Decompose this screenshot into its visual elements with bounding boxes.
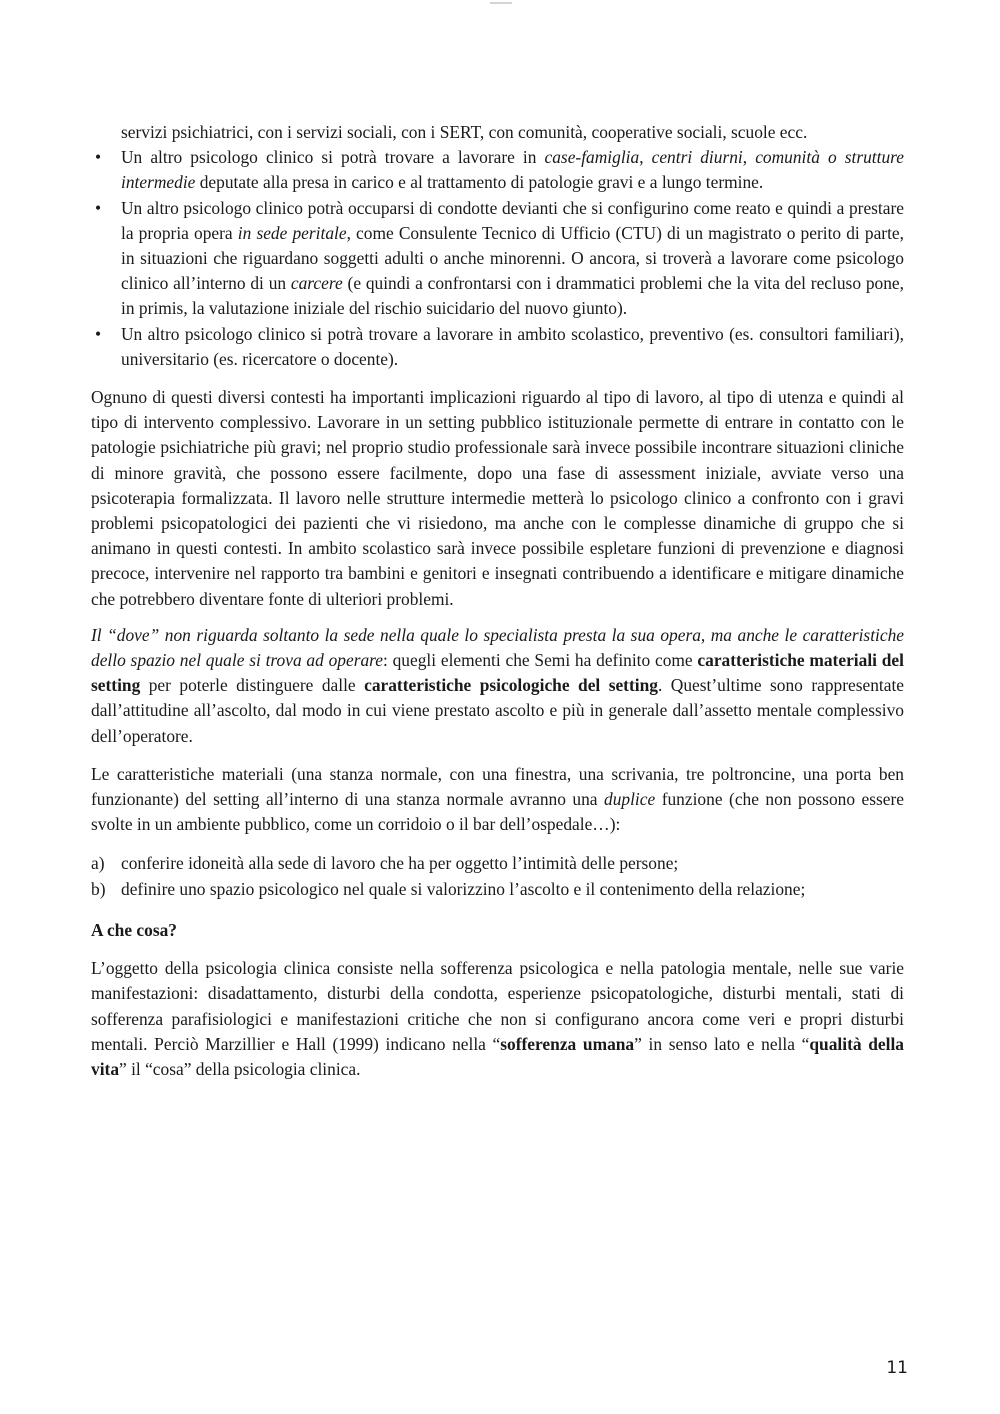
bullet-icon: •	[94, 197, 102, 218]
text-segment: per poterle distinguere dalle	[140, 675, 365, 696]
text-segment: carcere	[290, 273, 343, 294]
section-heading: A che cosa?	[91, 919, 177, 940]
alpha-item	[91, 851, 904, 876]
text-segment: Il “dove” non riguarda soltanto la sede nella quale lo specialista presta la sua opera, ma anche le caratteristiche dello spazio nel quale si trova ad operare	[91, 624, 904, 671]
continued-list-item: servizi psichiatrici, con i servizi sociali, con i SERT, con comunità, cooperative sociali, scuole ecc.	[121, 122, 808, 142]
text-segment: in sede peritale	[237, 222, 347, 243]
bullet-list	[91, 145, 904, 372]
bullet-text	[121, 198, 904, 319]
text-segment: ” il “cosa” della psicologia clinica.	[119, 1058, 361, 1079]
text-segment: funzione (che non possono essere svolte in un ambiente pubblico, come un corridoio o il bar dell’ospedale…):	[91, 789, 904, 835]
bullet-item	[91, 322, 904, 372]
paragraph-dove	[91, 623, 904, 749]
document-page	[91, 120, 904, 1082]
bullet-text	[121, 324, 904, 369]
alpha-item	[91, 877, 904, 902]
text-segment: comunità o strutture intermedie	[121, 147, 904, 193]
text-segment: ,	[639, 147, 652, 168]
paragraph-object	[91, 956, 904, 1082]
text-segment: L’oggetto della psicologia clinica consiste nella sofferenza psicologica e nella patologia mentale, nelle sue varie manifestazioni: disadattamento, disturbi della condotta, esperienze psicopatologiche, disturbi mentali, stati di sofferenza parafisiologici e manifestazioni critiche che non si configurano ancora come veri e propri disturbi mentali. Perciò Marzillier e Hall (1999) indicano nella “	[91, 958, 904, 1054]
text-segment: centri diurni	[651, 147, 743, 168]
text-segment: caratteristiche materiali del setting	[91, 650, 904, 696]
text-segment: qualità della vita	[91, 1033, 904, 1079]
text-segment: : quegli elementi che Semi ha definito come	[383, 650, 698, 671]
bullet-item	[91, 145, 904, 195]
text-segment: sofferenza umana	[500, 1033, 635, 1054]
text-segment: ,	[742, 147, 756, 168]
paragraph-contexts: Ognuno di questi diversi contesti ha importanti implicazioni riguardo al tipo di lavoro, al tipo di utenza e quindi al tipo di intervento complessivo. Lavorare in un setting pubblico istituzionale permette di entrare in contatto con le patologie psichiatriche più gravi; nel proprio studio professionale sarà invece possibile incontrare situazioni cliniche di minore gravità, che possono essere facilmente, dopo una fase di assessment iniziale, avviate verso una psicoterapia formalizzata. Il lavoro nelle strutture intermedie metterà lo psicologo clinico a confronto con i gravi problemi psicopatologici dei pazienti che vi risiedono, ma anche con le complesse dinamiche di gruppo che si animano in questi contesti. In ambito scolastico sarà invece possibile espletare funzioni di prevenzione e diagnosi precoce, intervenire nel rapporto tra bambini e genitori e insegnati contribuendo a identificare e mitigare dinamiche che potrebbero diventare fonte di ulteriori problemi.	[91, 387, 904, 609]
text-segment: deputate alla presa in carico e al trattamento di patologie gravi e a lungo termine.	[195, 172, 764, 193]
text-segment: caratteristiche psicologiche del setting	[364, 675, 658, 696]
bullet-item	[91, 196, 904, 322]
bullet-icon: •	[94, 323, 102, 344]
text-segment: . Quest’ultime sono rappresentate dall’attitudine all’ascolto, dal modo in cui viene prestato ascolto e più in generale dall’assetto mentale complessivo dell’operatore.	[91, 675, 905, 746]
alpha-marker: b)	[91, 878, 106, 899]
alpha-text: conferire idoneità alla sede di lavoro che ha per oggetto l’intimità delle persone;	[121, 853, 679, 874]
page-number: 11	[886, 1358, 908, 1378]
text-segment: Un altro psicologo clinico potrà occuparsi di condotte devianti che si configurino come reato e quindi a prestare la propria opera	[121, 197, 904, 243]
header-mark	[490, 2, 512, 4]
text-segment: Un altro psicologo clinico si potrà trovare a lavorare in ambito scolastico, preventivo (es. consultori familiari), universitario (es. ricercatore o docente).	[121, 323, 904, 369]
alpha-list	[91, 851, 904, 901]
bullet-icon: •	[94, 147, 102, 168]
text-segment: (e quindi a confrontarsi con i drammatici problemi che la vita del recluso pone, in primis, la valutazione iniziale del rischio suicidario del nuovo giunto).	[121, 273, 904, 319]
text-segment: case-famiglia	[544, 147, 640, 168]
paragraph-characteristics	[91, 762, 904, 838]
alpha-text: definire uno spazio psicologico nel quale si valorizzino l’ascolto e il contenimento della relazione;	[121, 878, 806, 899]
text-segment: , come Consulente Tecnico di Ufficio (CTU) di un magistrato o perito di parte, in situazioni che riguardano soggetti adulti o anche minorenni. O ancora, si troverà a lavorare come psicologo clinico all’interno di un	[121, 222, 904, 294]
bullet-text	[121, 147, 904, 192]
text-segment: ” in senso lato e nella “	[634, 1033, 810, 1054]
text-segment: duplice	[604, 789, 656, 810]
text-segment: Le caratteristiche materiali (una stanza normale, con una finestra, una scrivania, tre poltroncine, una porta ben funzionante) del setting all’interno di una stanza normale avranno una	[91, 763, 904, 810]
text-segment: Un altro psicologo clinico si potrà trovare a lavorare in	[121, 147, 545, 168]
alpha-marker: a)	[91, 853, 105, 874]
